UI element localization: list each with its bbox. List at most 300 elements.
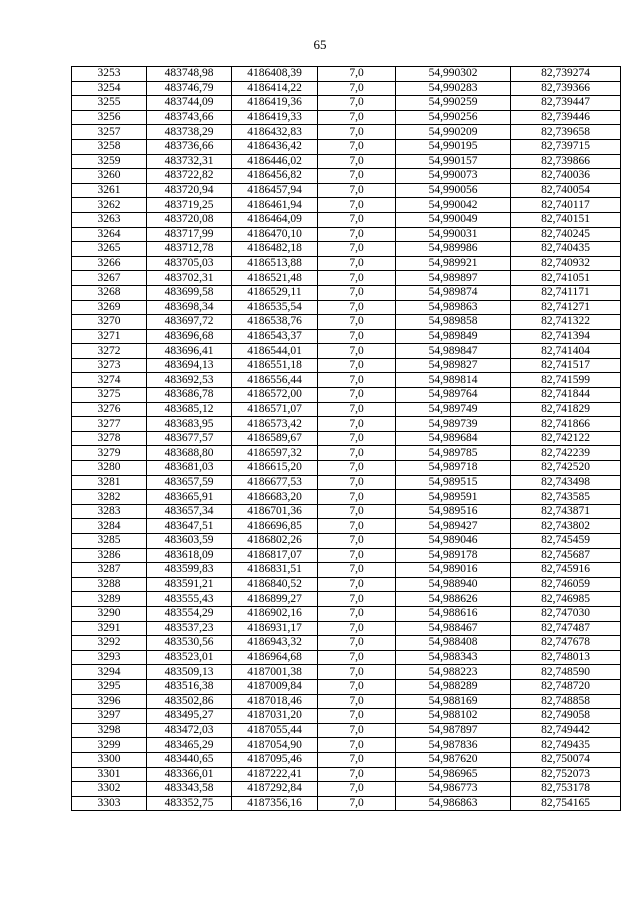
y-coordinate-cell: 4186556,44 <box>232 373 318 388</box>
accuracy-cell: 7,0 <box>318 373 396 388</box>
latitude-cell: 54,988289 <box>396 679 511 694</box>
accuracy-cell: 7,0 <box>318 519 396 534</box>
accuracy-cell: 7,0 <box>318 694 396 709</box>
longitude-cell: 82,754165 <box>511 796 621 811</box>
y-coordinate-cell: 4186589,67 <box>232 431 318 446</box>
point-number-cell: 3255 <box>72 96 147 111</box>
longitude-cell: 82,743498 <box>511 475 621 490</box>
point-number-cell: 3300 <box>72 752 147 767</box>
longitude-cell: 82,741599 <box>511 373 621 388</box>
longitude-cell: 82,740151 <box>511 212 621 227</box>
longitude-cell: 82,742239 <box>511 446 621 461</box>
longitude-cell: 82,743585 <box>511 490 621 505</box>
latitude-cell: 54,989847 <box>396 344 511 359</box>
table-row <box>72 315 621 330</box>
y-coordinate-cell: 4186446,02 <box>232 154 318 169</box>
accuracy-cell: 7,0 <box>318 344 396 359</box>
accuracy-cell: 7,0 <box>318 636 396 651</box>
longitude-cell: 82,739366 <box>511 81 621 96</box>
y-coordinate-cell: 4187018,46 <box>232 694 318 709</box>
accuracy-cell: 7,0 <box>318 212 396 227</box>
accuracy-cell: 7,0 <box>318 650 396 665</box>
point-number-cell: 3273 <box>72 358 147 373</box>
point-number-cell: 3274 <box>72 373 147 388</box>
longitude-cell: 82,742520 <box>511 461 621 476</box>
x-coordinate-cell: 483343,58 <box>147 782 232 797</box>
latitude-cell: 54,990195 <box>396 139 511 154</box>
x-coordinate-cell: 483744,09 <box>147 96 232 111</box>
longitude-cell: 82,745459 <box>511 534 621 549</box>
x-coordinate-cell: 483696,41 <box>147 344 232 359</box>
longitude-cell: 82,741394 <box>511 329 621 344</box>
point-number-cell: 3265 <box>72 242 147 257</box>
y-coordinate-cell: 4186573,42 <box>232 417 318 432</box>
latitude-cell: 54,989178 <box>396 548 511 563</box>
accuracy-cell: 7,0 <box>318 606 396 621</box>
table-row <box>72 636 621 651</box>
table-row <box>72 475 621 490</box>
point-number-cell: 3270 <box>72 315 147 330</box>
x-coordinate-cell: 483647,51 <box>147 519 232 534</box>
point-number-cell: 3287 <box>72 563 147 578</box>
point-number-cell: 3295 <box>72 679 147 694</box>
latitude-cell: 54,990073 <box>396 169 511 184</box>
x-coordinate-cell: 483697,72 <box>147 315 232 330</box>
accuracy-cell: 7,0 <box>318 577 396 592</box>
table-row <box>72 154 621 169</box>
longitude-cell: 82,739447 <box>511 96 621 111</box>
longitude-cell: 82,748720 <box>511 679 621 694</box>
accuracy-cell: 7,0 <box>318 402 396 417</box>
x-coordinate-cell: 483699,58 <box>147 285 232 300</box>
point-number-cell: 3292 <box>72 636 147 651</box>
latitude-cell: 54,989739 <box>396 417 511 432</box>
accuracy-cell: 7,0 <box>318 461 396 476</box>
y-coordinate-cell: 4186436,42 <box>232 139 318 154</box>
point-number-cell: 3293 <box>72 650 147 665</box>
x-coordinate-cell: 483465,29 <box>147 738 232 753</box>
latitude-cell: 54,986863 <box>396 796 511 811</box>
point-number-cell: 3303 <box>72 796 147 811</box>
point-number-cell: 3288 <box>72 577 147 592</box>
table-row <box>72 285 621 300</box>
latitude-cell: 54,989046 <box>396 534 511 549</box>
point-number-cell: 3290 <box>72 606 147 621</box>
table-row <box>72 212 621 227</box>
accuracy-cell: 7,0 <box>318 139 396 154</box>
x-coordinate-cell: 483681,03 <box>147 461 232 476</box>
accuracy-cell: 7,0 <box>318 709 396 724</box>
point-number-cell: 3263 <box>72 212 147 227</box>
accuracy-cell: 7,0 <box>318 81 396 96</box>
table-row <box>72 592 621 607</box>
longitude-cell: 82,743802 <box>511 519 621 534</box>
accuracy-cell: 7,0 <box>318 767 396 782</box>
x-coordinate-cell: 483719,25 <box>147 198 232 213</box>
longitude-cell: 82,746059 <box>511 577 621 592</box>
y-coordinate-cell: 4187031,20 <box>232 709 318 724</box>
latitude-cell: 54,987897 <box>396 723 511 738</box>
x-coordinate-cell: 483554,29 <box>147 606 232 621</box>
accuracy-cell: 7,0 <box>318 563 396 578</box>
longitude-cell: 82,741051 <box>511 271 621 286</box>
latitude-cell: 54,988169 <box>396 694 511 709</box>
latitude-cell: 54,987620 <box>396 752 511 767</box>
latitude-cell: 54,989016 <box>396 563 511 578</box>
y-coordinate-cell: 4186615,20 <box>232 461 318 476</box>
y-coordinate-cell: 4186551,18 <box>232 358 318 373</box>
longitude-cell: 82,752073 <box>511 767 621 782</box>
accuracy-cell: 7,0 <box>318 358 396 373</box>
accuracy-cell: 7,0 <box>318 315 396 330</box>
accuracy-cell: 7,0 <box>318 490 396 505</box>
longitude-cell: 82,746985 <box>511 592 621 607</box>
y-coordinate-cell: 4186817,07 <box>232 548 318 563</box>
table-row <box>72 446 621 461</box>
x-coordinate-cell: 483677,57 <box>147 431 232 446</box>
point-number-cell: 3254 <box>72 81 147 96</box>
table-row <box>72 256 621 271</box>
table-row <box>72 694 621 709</box>
y-coordinate-cell: 4186414,22 <box>232 81 318 96</box>
table-row <box>72 563 621 578</box>
accuracy-cell: 7,0 <box>318 504 396 519</box>
latitude-cell: 54,988467 <box>396 621 511 636</box>
table-row <box>72 534 621 549</box>
y-coordinate-cell: 4186902,16 <box>232 606 318 621</box>
latitude-cell: 54,987836 <box>396 738 511 753</box>
y-coordinate-cell: 4187095,46 <box>232 752 318 767</box>
point-number-cell: 3297 <box>72 709 147 724</box>
table-row <box>72 679 621 694</box>
x-coordinate-cell: 483657,59 <box>147 475 232 490</box>
y-coordinate-cell: 4186513,88 <box>232 256 318 271</box>
point-number-cell: 3276 <box>72 402 147 417</box>
longitude-cell: 82,743871 <box>511 504 621 519</box>
table-row <box>72 665 621 680</box>
point-number-cell: 3278 <box>72 431 147 446</box>
x-coordinate-cell: 483509,13 <box>147 665 232 680</box>
table-row <box>72 796 621 811</box>
accuracy-cell: 7,0 <box>318 329 396 344</box>
table-row <box>72 110 621 125</box>
table-row <box>72 373 621 388</box>
y-coordinate-cell: 4186572,00 <box>232 388 318 403</box>
y-coordinate-cell: 4186543,37 <box>232 329 318 344</box>
y-coordinate-cell: 4186470,10 <box>232 227 318 242</box>
accuracy-cell: 7,0 <box>318 183 396 198</box>
table-row <box>72 519 621 534</box>
x-coordinate-cell: 483746,79 <box>147 81 232 96</box>
accuracy-cell: 7,0 <box>318 110 396 125</box>
latitude-cell: 54,989986 <box>396 242 511 257</box>
longitude-cell: 82,739658 <box>511 125 621 140</box>
y-coordinate-cell: 4187292,84 <box>232 782 318 797</box>
longitude-cell: 82,740245 <box>511 227 621 242</box>
table-row <box>72 738 621 753</box>
x-coordinate-cell: 483732,31 <box>147 154 232 169</box>
point-number-cell: 3296 <box>72 694 147 709</box>
table-row <box>72 417 621 432</box>
longitude-cell: 82,748013 <box>511 650 621 665</box>
table-row <box>72 723 621 738</box>
y-coordinate-cell: 4186456,82 <box>232 169 318 184</box>
longitude-cell: 82,742122 <box>511 431 621 446</box>
point-number-cell: 3286 <box>72 548 147 563</box>
accuracy-cell: 7,0 <box>318 665 396 680</box>
x-coordinate-cell: 483603,59 <box>147 534 232 549</box>
longitude-cell: 82,741271 <box>511 300 621 315</box>
x-coordinate-cell: 483692,53 <box>147 373 232 388</box>
latitude-cell: 54,989858 <box>396 315 511 330</box>
latitude-cell: 54,988408 <box>396 636 511 651</box>
coordinates-table-body <box>72 67 621 811</box>
y-coordinate-cell: 4187356,16 <box>232 796 318 811</box>
x-coordinate-cell: 483591,21 <box>147 577 232 592</box>
longitude-cell: 82,739715 <box>511 139 621 154</box>
y-coordinate-cell: 4186571,07 <box>232 402 318 417</box>
point-number-cell: 3264 <box>72 227 147 242</box>
latitude-cell: 54,990157 <box>396 154 511 169</box>
point-number-cell: 3289 <box>72 592 147 607</box>
accuracy-cell: 7,0 <box>318 679 396 694</box>
y-coordinate-cell: 4187222,41 <box>232 767 318 782</box>
latitude-cell: 54,989897 <box>396 271 511 286</box>
longitude-cell: 82,749442 <box>511 723 621 738</box>
y-coordinate-cell: 4186464,09 <box>232 212 318 227</box>
latitude-cell: 54,990283 <box>396 81 511 96</box>
accuracy-cell: 7,0 <box>318 534 396 549</box>
y-coordinate-cell: 4187055,44 <box>232 723 318 738</box>
table-row <box>72 67 621 82</box>
x-coordinate-cell: 483472,03 <box>147 723 232 738</box>
point-number-cell: 3285 <box>72 534 147 549</box>
longitude-cell: 82,741829 <box>511 402 621 417</box>
table-row <box>72 388 621 403</box>
point-number-cell: 3269 <box>72 300 147 315</box>
table-row <box>72 271 621 286</box>
y-coordinate-cell: 4186683,20 <box>232 490 318 505</box>
accuracy-cell: 7,0 <box>318 548 396 563</box>
accuracy-cell: 7,0 <box>318 782 396 797</box>
longitude-cell: 82,748858 <box>511 694 621 709</box>
latitude-cell: 54,990049 <box>396 212 511 227</box>
point-number-cell: 3298 <box>72 723 147 738</box>
longitude-cell: 82,749058 <box>511 709 621 724</box>
coordinates-table <box>71 66 621 811</box>
y-coordinate-cell: 4186802,26 <box>232 534 318 549</box>
accuracy-cell: 7,0 <box>318 285 396 300</box>
longitude-cell: 82,745687 <box>511 548 621 563</box>
page-number: 65 <box>313 37 327 52</box>
table-row <box>72 300 621 315</box>
x-coordinate-cell: 483717,99 <box>147 227 232 242</box>
point-number-cell: 3258 <box>72 139 147 154</box>
y-coordinate-cell: 4186482,18 <box>232 242 318 257</box>
latitude-cell: 54,989749 <box>396 402 511 417</box>
longitude-cell: 82,741322 <box>511 315 621 330</box>
longitude-cell: 82,741404 <box>511 344 621 359</box>
y-coordinate-cell: 4186457,94 <box>232 183 318 198</box>
x-coordinate-cell: 483720,08 <box>147 212 232 227</box>
longitude-cell: 82,741844 <box>511 388 621 403</box>
accuracy-cell: 7,0 <box>318 796 396 811</box>
latitude-cell: 54,990209 <box>396 125 511 140</box>
y-coordinate-cell: 4186538,76 <box>232 315 318 330</box>
latitude-cell: 54,989785 <box>396 446 511 461</box>
latitude-cell: 54,989718 <box>396 461 511 476</box>
latitude-cell: 54,989827 <box>396 358 511 373</box>
longitude-cell: 82,750074 <box>511 752 621 767</box>
table-row <box>72 358 621 373</box>
x-coordinate-cell: 483523,01 <box>147 650 232 665</box>
x-coordinate-cell: 483702,31 <box>147 271 232 286</box>
latitude-cell: 54,990259 <box>396 96 511 111</box>
x-coordinate-cell: 483366,01 <box>147 767 232 782</box>
longitude-cell: 82,748590 <box>511 665 621 680</box>
latitude-cell: 54,990042 <box>396 198 511 213</box>
point-number-cell: 3271 <box>72 329 147 344</box>
y-coordinate-cell: 4186696,85 <box>232 519 318 534</box>
y-coordinate-cell: 4186408,39 <box>232 67 318 82</box>
y-coordinate-cell: 4186521,48 <box>232 271 318 286</box>
table-row <box>72 402 621 417</box>
table-row <box>72 169 621 184</box>
latitude-cell: 54,988940 <box>396 577 511 592</box>
y-coordinate-cell: 4187009,84 <box>232 679 318 694</box>
x-coordinate-cell: 483618,09 <box>147 548 232 563</box>
x-coordinate-cell: 483712,78 <box>147 242 232 257</box>
longitude-cell: 82,741517 <box>511 358 621 373</box>
longitude-cell: 82,739866 <box>511 154 621 169</box>
accuracy-cell: 7,0 <box>318 621 396 636</box>
point-number-cell: 3279 <box>72 446 147 461</box>
table-row <box>72 650 621 665</box>
y-coordinate-cell: 4186831,51 <box>232 563 318 578</box>
latitude-cell: 54,990056 <box>396 183 511 198</box>
accuracy-cell: 7,0 <box>318 96 396 111</box>
x-coordinate-cell: 483683,95 <box>147 417 232 432</box>
longitude-cell: 82,747030 <box>511 606 621 621</box>
x-coordinate-cell: 483705,03 <box>147 256 232 271</box>
y-coordinate-cell: 4186701,36 <box>232 504 318 519</box>
latitude-cell: 54,989591 <box>396 490 511 505</box>
point-number-cell: 3268 <box>72 285 147 300</box>
table-row <box>72 344 621 359</box>
accuracy-cell: 7,0 <box>318 154 396 169</box>
y-coordinate-cell: 4187001,38 <box>232 665 318 680</box>
y-coordinate-cell: 4186943,32 <box>232 636 318 651</box>
latitude-cell: 54,989814 <box>396 373 511 388</box>
point-number-cell: 3259 <box>72 154 147 169</box>
longitude-cell: 82,747678 <box>511 636 621 651</box>
accuracy-cell: 7,0 <box>318 169 396 184</box>
latitude-cell: 54,990302 <box>396 67 511 82</box>
latitude-cell: 54,989684 <box>396 431 511 446</box>
y-coordinate-cell: 4186544,01 <box>232 344 318 359</box>
latitude-cell: 54,989764 <box>396 388 511 403</box>
x-coordinate-cell: 483686,78 <box>147 388 232 403</box>
point-number-cell: 3301 <box>72 767 147 782</box>
longitude-cell: 82,745916 <box>511 563 621 578</box>
point-number-cell: 3291 <box>72 621 147 636</box>
x-coordinate-cell: 483694,13 <box>147 358 232 373</box>
x-coordinate-cell: 483685,12 <box>147 402 232 417</box>
latitude-cell: 54,988626 <box>396 592 511 607</box>
y-coordinate-cell: 4186419,33 <box>232 110 318 125</box>
accuracy-cell: 7,0 <box>318 446 396 461</box>
longitude-cell: 82,740435 <box>511 242 621 257</box>
point-number-cell: 3302 <box>72 782 147 797</box>
table-row <box>72 96 621 111</box>
accuracy-cell: 7,0 <box>318 125 396 140</box>
latitude-cell: 54,989849 <box>396 329 511 344</box>
longitude-cell: 82,740054 <box>511 183 621 198</box>
accuracy-cell: 7,0 <box>318 475 396 490</box>
longitude-cell: 82,740036 <box>511 169 621 184</box>
table-row <box>72 227 621 242</box>
latitude-cell: 54,989874 <box>396 285 511 300</box>
longitude-cell: 82,753178 <box>511 782 621 797</box>
point-number-cell: 3260 <box>72 169 147 184</box>
x-coordinate-cell: 483599,83 <box>147 563 232 578</box>
latitude-cell: 54,988223 <box>396 665 511 680</box>
x-coordinate-cell: 483736,66 <box>147 139 232 154</box>
accuracy-cell: 7,0 <box>318 417 396 432</box>
latitude-cell: 54,988343 <box>396 650 511 665</box>
x-coordinate-cell: 483555,43 <box>147 592 232 607</box>
point-number-cell: 3262 <box>72 198 147 213</box>
table-row <box>72 329 621 344</box>
x-coordinate-cell: 483688,80 <box>147 446 232 461</box>
accuracy-cell: 7,0 <box>318 242 396 257</box>
point-number-cell: 3253 <box>72 67 147 82</box>
y-coordinate-cell: 4186535,54 <box>232 300 318 315</box>
table-row <box>72 577 621 592</box>
accuracy-cell: 7,0 <box>318 67 396 82</box>
point-number-cell: 3272 <box>72 344 147 359</box>
table-row <box>72 431 621 446</box>
latitude-cell: 54,989921 <box>396 256 511 271</box>
latitude-cell: 54,988102 <box>396 709 511 724</box>
y-coordinate-cell: 4186432,83 <box>232 125 318 140</box>
latitude-cell: 54,989427 <box>396 519 511 534</box>
y-coordinate-cell: 4186419,36 <box>232 96 318 111</box>
point-number-cell: 3280 <box>72 461 147 476</box>
point-number-cell: 3266 <box>72 256 147 271</box>
latitude-cell: 54,989516 <box>396 504 511 519</box>
table-row <box>72 461 621 476</box>
point-number-cell: 3294 <box>72 665 147 680</box>
accuracy-cell: 7,0 <box>318 723 396 738</box>
accuracy-cell: 7,0 <box>318 256 396 271</box>
table-row <box>72 606 621 621</box>
table-row <box>72 752 621 767</box>
y-coordinate-cell: 4186840,52 <box>232 577 318 592</box>
point-number-cell: 3284 <box>72 519 147 534</box>
point-number-cell: 3283 <box>72 504 147 519</box>
y-coordinate-cell: 4186461,94 <box>232 198 318 213</box>
point-number-cell: 3275 <box>72 388 147 403</box>
x-coordinate-cell: 483537,23 <box>147 621 232 636</box>
point-number-cell: 3281 <box>72 475 147 490</box>
x-coordinate-cell: 483738,29 <box>147 125 232 140</box>
y-coordinate-cell: 4186931,17 <box>232 621 318 636</box>
accuracy-cell: 7,0 <box>318 227 396 242</box>
x-coordinate-cell: 483657,34 <box>147 504 232 519</box>
table-row <box>72 709 621 724</box>
latitude-cell: 54,986965 <box>396 767 511 782</box>
